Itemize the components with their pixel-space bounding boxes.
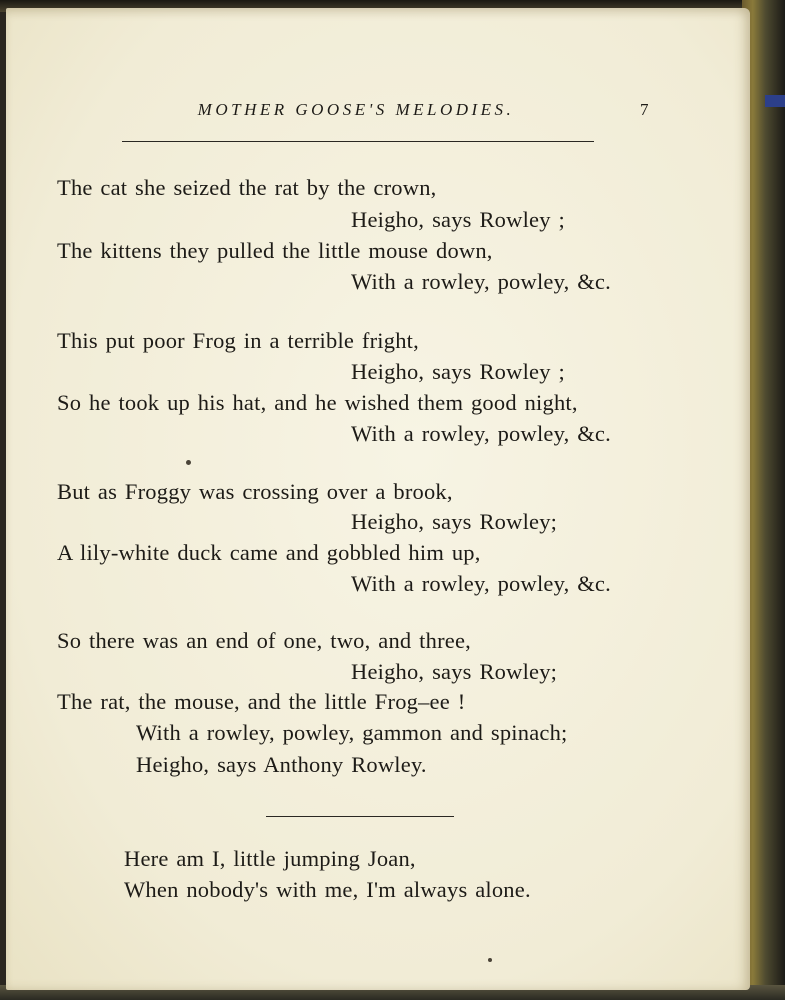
stanza-4-line-5: Heigho, says Anthony Rowley. bbox=[136, 752, 427, 777]
book-page bbox=[6, 8, 750, 990]
stanza-4-line-3: The rat, the mouse, and the little Frog–ee ! bbox=[57, 689, 466, 714]
stanza-1-line-3: The kittens they pulled the little mouse down, bbox=[57, 238, 493, 263]
stanza-4-line-1: So there was an end of one, two, and three, bbox=[57, 628, 471, 653]
page-number: 7 bbox=[640, 100, 649, 119]
paper-speck bbox=[488, 958, 492, 962]
stanza-4-line-4: With a rowley, powley, gammon and spinach; bbox=[136, 720, 568, 745]
stanza-1-line-2: Heigho, says Rowley ; bbox=[351, 207, 565, 232]
stanza-2-line-1: This put poor Frog in a terrible fright, bbox=[57, 328, 419, 353]
spine-color-strip bbox=[765, 95, 785, 107]
stanza-2-line-2: Heigho, says Rowley ; bbox=[351, 359, 565, 384]
next-poem-line-1: Here am I, little jumping Joan, bbox=[124, 846, 416, 871]
stanza-4-line-2: Heigho, says Rowley; bbox=[351, 659, 558, 684]
stanza-3-line-2: Heigho, says Rowley; bbox=[351, 509, 558, 534]
stanza-2-line-4: With a rowley, powley, &c. bbox=[351, 421, 611, 446]
section-divider-rule bbox=[266, 816, 454, 817]
stanza-1-line-4: With a rowley, powley, &c. bbox=[351, 269, 611, 294]
stanza-3-line-4: With a rowley, powley, &c. bbox=[351, 571, 611, 596]
header-rule bbox=[122, 141, 594, 142]
stanza-1-line-1: The cat she seized the rat by the crown, bbox=[57, 175, 437, 200]
next-poem-line-2: When nobody's with me, I'm always alone. bbox=[124, 877, 531, 902]
running-header: MOTHER GOOSE'S MELODIES. bbox=[197, 100, 515, 119]
stanza-3-line-3: A lily-white duck came and gobbled him up, bbox=[57, 540, 481, 565]
stanza-3-line-1: But as Froggy was crossing over a brook, bbox=[57, 479, 453, 504]
paper-speck bbox=[186, 460, 191, 465]
stanza-2-line-3: So he took up his hat, and he wished them good night, bbox=[57, 390, 578, 415]
